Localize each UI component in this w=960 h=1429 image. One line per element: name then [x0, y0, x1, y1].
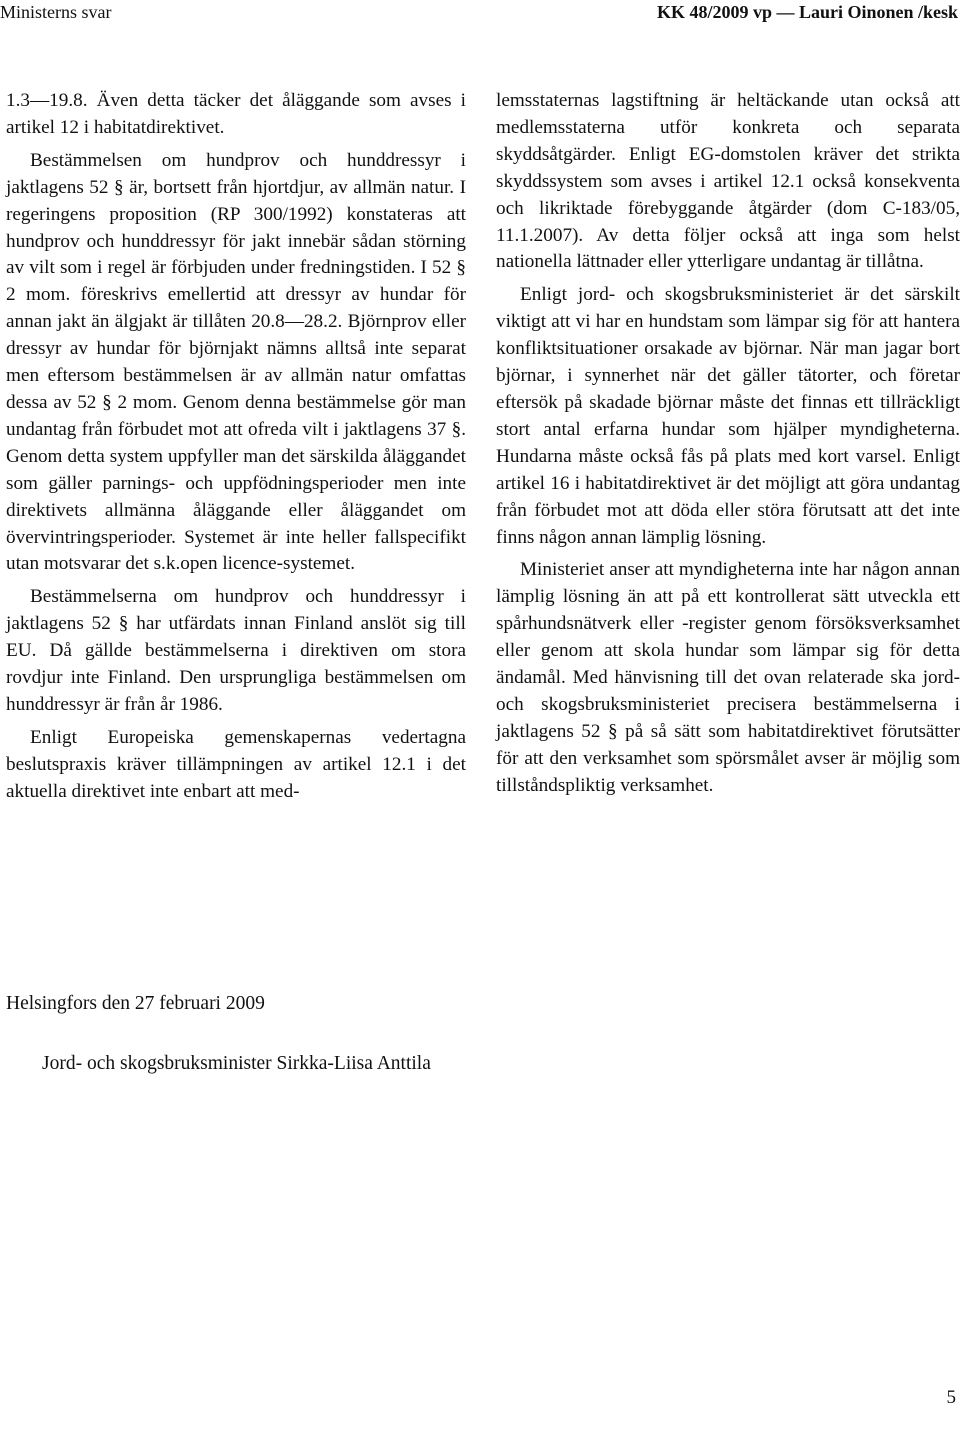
left-text-column: [6, 88, 466, 812]
signature-signer: Jord- och skogsbruksminister Sirkka-Liisa Anttila: [42, 1053, 431, 1074]
header-document-reference: KK 48/2009 vp — Lauri Oinonen /kesk: [656, 2, 958, 22]
page-number: 5: [946, 1387, 956, 1408]
paragraph: Bestämmelsen om hundprov och hunddressyr i jaktlagens 52 § är, bortsett från hjortdjur, av allmän natur. I regeringens proposition (RP 300/1992) konstateras att hundprov och hunddressyr för jakt innebär sådan störning av vilt som i regel är förbjuden under fredningstiden. I 52 § 2 mom. föreskrivs emellertid att dressyr av hundar för annan jakt än älgjakt är tillåten 20.8—28.2. Björnprov eller dressyr av hundar för björnjakt nämns alltså inte separat men eftersom bestämmelsen är av allmän natur omfattas dessa av 52 § 2 mom. Genom denna bestämmelse gör man undantag från förbudet mot att ofreda vilt i jaktlagens 37 §. Genom detta system uppfyller man det särskilda åläggandet som gäller parnings- och uppfödningsperioder men inte direktivets allmänna åläggande eller åläggandet om övervintringsperioder. Systemet är inte heller fallspecifikt utan motsvarar det s.k.open licence-systemet.: [6, 149, 466, 575]
right-text-column: [496, 88, 960, 806]
paragraph: Ministeriet anser att myndigheterna inte har någon annan lämplig lösning än att på ett kontrollerat sätt utveckla ett spårhundsnätverk eller -register genom försöksverksamhet eller genom att skola hundar som lämpar sig för detta ändamål. Med hänvisning till det ovan relaterade ska jord- och skogsbruksministeriet precisera bestämmelserna i jaktlagens 52 § på så sätt som habitatdirektivet förutsätter för att den verksamhet som spörsmålet avser är möjlig som tillståndspliktig verksamhet.: [496, 559, 960, 796]
paragraph: Enligt jord- och skogsbruksministeriet är det särskilt viktigt att vi har en hundstam som lämpar sig för att hantera konfliktsituationer orsakade av björnar. När man jagar bort björnar, i synnerhet när det gäller tätorter, och företar eftersök på skadade björnar måste det finnas ett tillräckligt stort antal erfarna hundar som hjälper myndigheterna. Hundarna måste också fås på plats med kort varsel. Enligt artikel 16 i habitatdirektivet är det möjligt att göra undantag från förbudet mot att döda eller störa förutsatt att det inte finns någon annan lämplig lösning.: [496, 284, 960, 548]
signature-place-date: Helsingfors den 27 februari 2009: [6, 993, 265, 1014]
paragraph: Bestämmelserna om hundprov och hunddressyr i jaktlagens 52 § har utfärdats innan Finland anslöt sig till EU. Då gällde bestämmelserna i direktiven om stora rovdjur inte Finland. Den ursprungliga bestämmelsen om hunddressyr är från år 1986.: [6, 586, 466, 715]
header-section-title: Ministerns svar: [0, 2, 112, 22]
paragraph: Enligt Europeiska gemenskapernas vedertagna beslutspraxis kräver tillämpningen av artikel 12.1 i det aktuella direktivet inte enbart att med-: [6, 726, 466, 802]
running-header: [0, 0, 960, 26]
paragraph: 1.3—19.8. Även detta täcker det åläggande som avses i artikel 12 i habitatdirektivet.: [6, 90, 466, 138]
paragraph: lemsstaternas lagstiftning är heltäckande utan också att medlemsstaterna utför konkreta och separata skyddsåtgärder. Enligt EG-domstolen kräver det strikta skyddssystem som avses i artikel 12.1 också konsekventa och likriktade förebyggande åtgärder (dom C-183/05, 11.1.2007). Av detta följer också att inga som helst nationella lättnader eller ytterligare undantag är tillåtna.: [496, 90, 960, 273]
